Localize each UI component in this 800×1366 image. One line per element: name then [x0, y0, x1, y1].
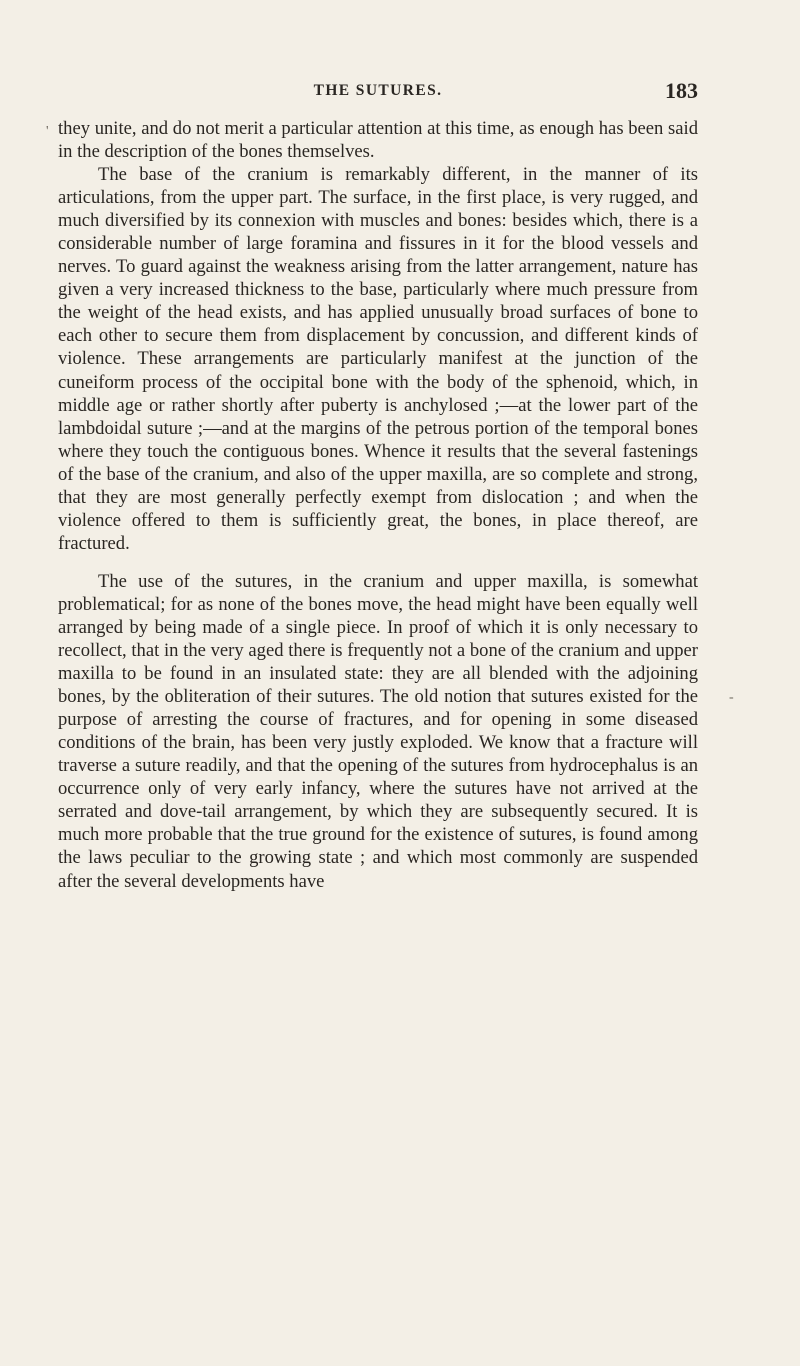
- paragraph-continuation: they unite, and do not merit a particular attention at this time, as enough has been said in the description of the bones themselves.: [58, 118, 698, 163]
- body-text: [58, 117, 698, 893]
- page-number: 183: [665, 78, 698, 103]
- margin-dash-mark: -: [729, 690, 734, 705]
- paragraph-cranium-base: The base of the cranium is remarkably different, in the manner of its articulations, from the upper part. The surface, in the first place, is very rugged, and much diversified by its connexion with muscles and bones: besides which, there is a considerable number of large foramina and fissures in it for the blood vessels and nerves. To guard against the weakness arising from the latter arrangement, nature has given a very increased thickness to the base, particularly where much pressure from the weight of the head exists, and has applied unusually broad surfaces of bone to each other to secure them from displacement by concussion, and different kinds of violence. These arrangements are particularly manifest at the junction of the cuneiform process of the occipital bone with the body of the sphenoid, which, in middle age or rather shortly after puberty is anchylosed ;—at the lower part of the lambdoidal suture ;—and at the margins of the petrous portion of the temporal bones where they touch the contiguous bones. Whence it results that the several fastenings of the base of the cranium, and also of the upper maxilla, are so complete and strong, that they are most generally perfectly exempt from dislocation ; and when the violence offered to them is sufficiently great, the bones, in place thereof, are fractured.: [58, 164, 698, 554]
- paragraph-use-of-sutures: The use of the sutures, in the cranium and upper maxilla, is somewhat problematical; for as none of the bones move, the head might have been equally well arranged by being made of a single piece. In proof of which it is only necessary to recollect, that in the very aged there is frequently not a bone of the cranium and upper maxilla to be found in an insulated state: they are all blended with the adjoining bones, by the obliteration of their sutures. The old notion that sutures existed for the purpose of arresting the course of fractures, and for opening in some diseased conditions of the brain, has been very justly exploded. We know that a fracture will traverse a suture readily, and that the opening of the sutures from hydrocephalus is an occurrence only of very early infancy, where the sutures have not arrived at the serrated and dove-tail arrangement, by which they are subsequently secured. It is much more probable that the true ground for the existence of sutures, is found among the laws peculiar to the growing state ; and which most commonly are suspended after the several developments have: [58, 570, 698, 892]
- running-head: [58, 78, 698, 108]
- margin-tick-mark: ': [46, 124, 49, 139]
- running-title: THE SUTURES.: [313, 82, 443, 99]
